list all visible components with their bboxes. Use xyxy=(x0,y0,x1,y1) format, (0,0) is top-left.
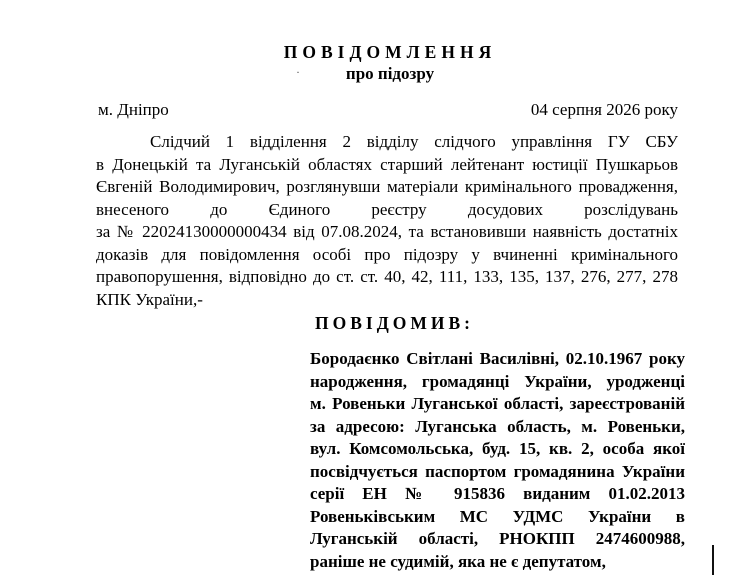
recipient-line: серії ЕН № 915836 виданим 01.02.2013 xyxy=(310,484,685,503)
paragraph-line: правопорушення, відповідно до ст. ст. 40, 42, 111, 133, 135, 137, 276, 277, 278 xyxy=(96,267,678,286)
paragraph-line: внесеного до Єдиного реєстру досудових розслідувань xyxy=(96,199,678,219)
decorative-dot: · xyxy=(296,65,300,79)
document-subtitle: про підозру xyxy=(345,64,435,83)
text-cursor-bar xyxy=(712,545,714,575)
recipient-line: Бородаєнко Світлані Василівні, 02.10.1967 року xyxy=(310,349,685,368)
paragraph-line: в Донецькій та Луганській областях старший лейтенант юстиції Пушкарьов xyxy=(96,154,678,174)
main-paragraph xyxy=(96,131,678,311)
paragraph-line: Слідчий 1 відділення 2 відділу слідчого управління ГУ СБУ xyxy=(150,132,678,151)
document-title: ПОВІДОМЛЕННЯ xyxy=(283,42,497,62)
paragraph-line: Євгеній Володимирович, розглянувши матеріали кримінального провадження, xyxy=(96,177,678,196)
recipient-line: посвідчується паспортом громадянина України xyxy=(310,461,685,481)
recipient-line: Луганській області, РНОКПП 2474600988, xyxy=(310,529,685,548)
recipient-line: Ровеньківським МС УДМС України в xyxy=(310,506,685,526)
recipient-line: народження, громадянці України, уродженці xyxy=(310,371,685,391)
recipient-line: за адресою: Луганська область, м. Ровеньки, xyxy=(310,416,685,436)
recipient-block xyxy=(310,348,685,573)
paragraph-line: КПК України,- xyxy=(96,289,203,309)
section-heading: ПОВІДОМИВ: xyxy=(315,313,474,333)
recipient-line: м. Ровеньки Луганської області, зареєстрованій xyxy=(310,394,685,413)
recipient-line: вул. Комсомольська, буд. 15, кв. 2, особа якої xyxy=(310,439,685,458)
date: 04 серпня 2026 року xyxy=(530,100,678,119)
paragraph-line: доказів для повідомлення особі про підозру у вчиненні кримінального xyxy=(96,244,678,264)
place: м. Дніпро xyxy=(98,100,169,119)
paragraph-line: за № 22024130000000434 від 07.08.2024, та встановивши наявність достатніх xyxy=(96,222,678,241)
recipient-line: раніше не судимій, яка не є депутатом, xyxy=(310,551,606,571)
